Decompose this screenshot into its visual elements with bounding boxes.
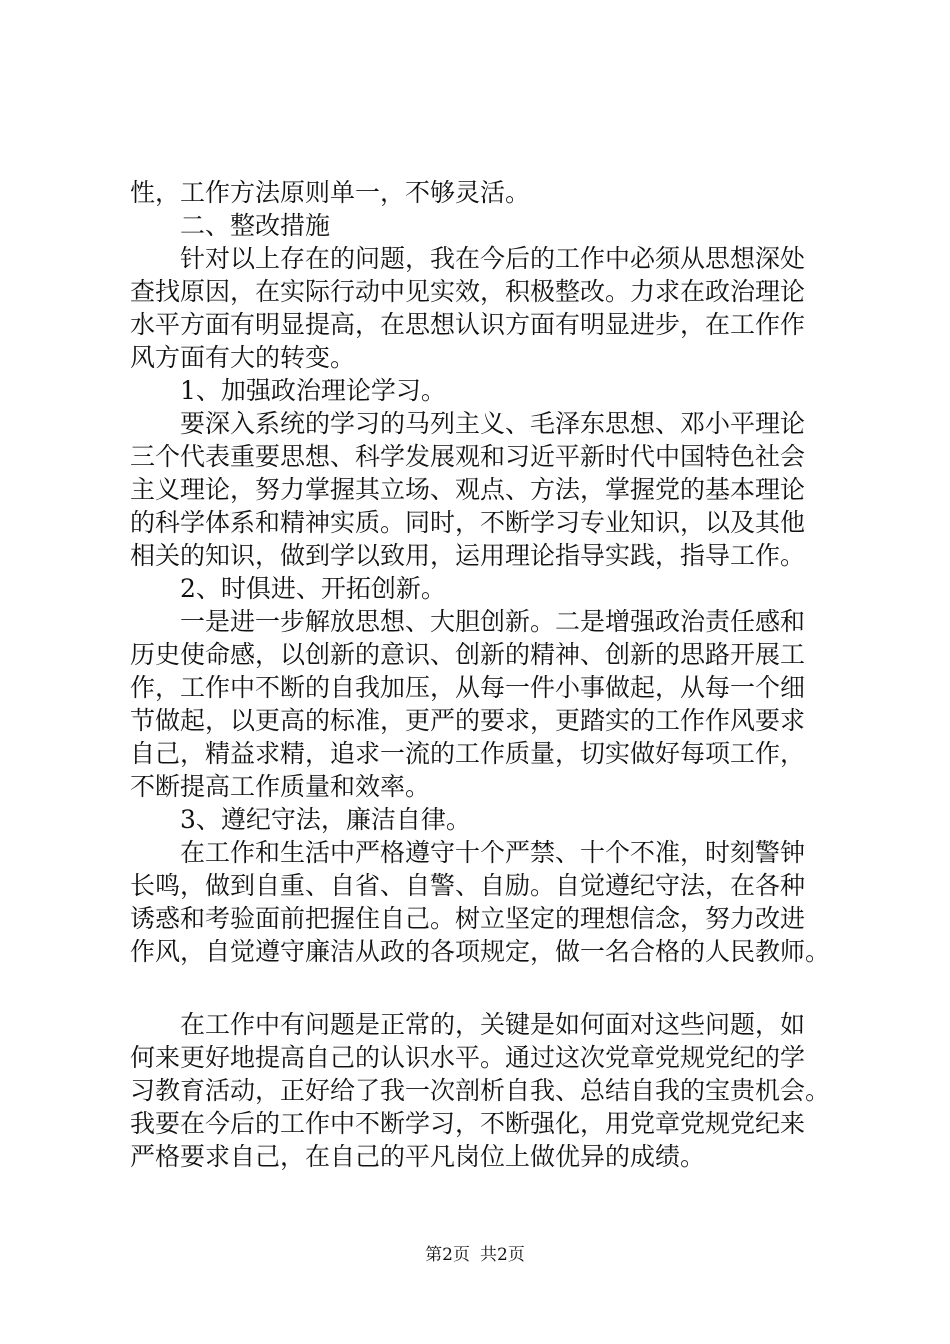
paragraph-line: 要深入系统的学习的马列主义、毛泽东思想、邓小平理论	[180, 409, 806, 438]
section-heading: 二、整改措施	[180, 211, 331, 240]
paragraph-line: 针对以上存在的问题，我在今后的工作中必须从思想深处	[180, 244, 806, 273]
subsection-heading: 3、遵纪守法，廉洁自律。	[180, 805, 471, 834]
paragraph-line: 不断提高工作质量和效率。	[130, 772, 431, 801]
paragraph-line: 诱惑和考验面前把握住自己。树立坚定的理想信念，努力改进	[130, 904, 806, 933]
paragraph-line: 何来更好地提高自己的认识水平。通过这次党章党规党纪的学	[130, 1043, 806, 1072]
paragraph-line: 自己，精益求精，追求一流的工作质量，切实做好每项工作，	[130, 739, 806, 768]
paragraph-line: 三个代表重要思想、科学发展观和习近平新时代中国特色社会	[130, 442, 806, 471]
paragraph-line: 节做起，以更高的标准，更严的要求，更踏实的工作作风要求	[130, 706, 806, 735]
paragraph-line: 在工作中有问题是正常的，关键是如何面对这些问题，如	[180, 1010, 806, 1039]
paragraph-line: 作风，自觉遵守廉洁从政的各项规定，做一名合格的人民教师。	[130, 937, 831, 966]
paragraph-line: 水平方面有明显提高，在思想认识方面有明显进步，在工作作	[130, 310, 806, 339]
paragraph-line: 历史使命感，以创新的意识、创新的精神、创新的思路开展工	[130, 640, 806, 669]
paragraph-line: 性，工作方法原则单一，不够灵活。	[130, 178, 531, 207]
paragraph-line: 在工作和生活中严格遵守十个严禁、十个不准，时刻警钟	[180, 838, 806, 867]
paragraph-line: 我要在今后的工作中不断学习，不断强化，用党章党规党纪来	[130, 1109, 806, 1138]
paragraph-line: 主义理论，努力掌握其立场、观点、方法，掌握党的基本理论	[130, 475, 806, 504]
paragraph-line: 习教育活动，正好给了我一次剖析自我、总结自我的宝贵机会。	[130, 1076, 831, 1105]
paragraph-line: 的科学体系和精神实质。同时，不断学习专业知识，以及其他	[130, 508, 806, 537]
paragraph-gap	[130, 968, 860, 1008]
paragraph-line: 查找原因，在实际行动中见实效，积极整改。力求在政治理论	[130, 277, 806, 306]
subsection-heading: 1、加强政治理论学习。	[180, 376, 446, 405]
page-total: 共2页	[480, 1245, 525, 1265]
paragraph-line: 严格要求自己，在自己的平凡岗位上做优异的成绩。	[130, 1142, 706, 1171]
paragraph-line: 作，工作中不断的自我加压，从每一件小事做起，从每一个细	[130, 673, 806, 702]
subsection-heading: 2、时俱进、开拓创新。	[180, 574, 446, 603]
document-body	[130, 176, 860, 1173]
paragraph-line: 一是进一步解放思想、大胆创新。二是增强政治责任感和	[180, 607, 806, 636]
page-number: 第2页	[425, 1245, 470, 1265]
page-footer	[0, 1244, 950, 1266]
paragraph-line: 长鸣，做到自重、自省、自警、自励。自觉遵纪守法，在各种	[130, 871, 806, 900]
paragraph-line: 相关的知识，做到学以致用，运用理论指导实践，指导工作。	[130, 541, 806, 570]
paragraph-line: 风方面有大的转变。	[130, 343, 356, 372]
